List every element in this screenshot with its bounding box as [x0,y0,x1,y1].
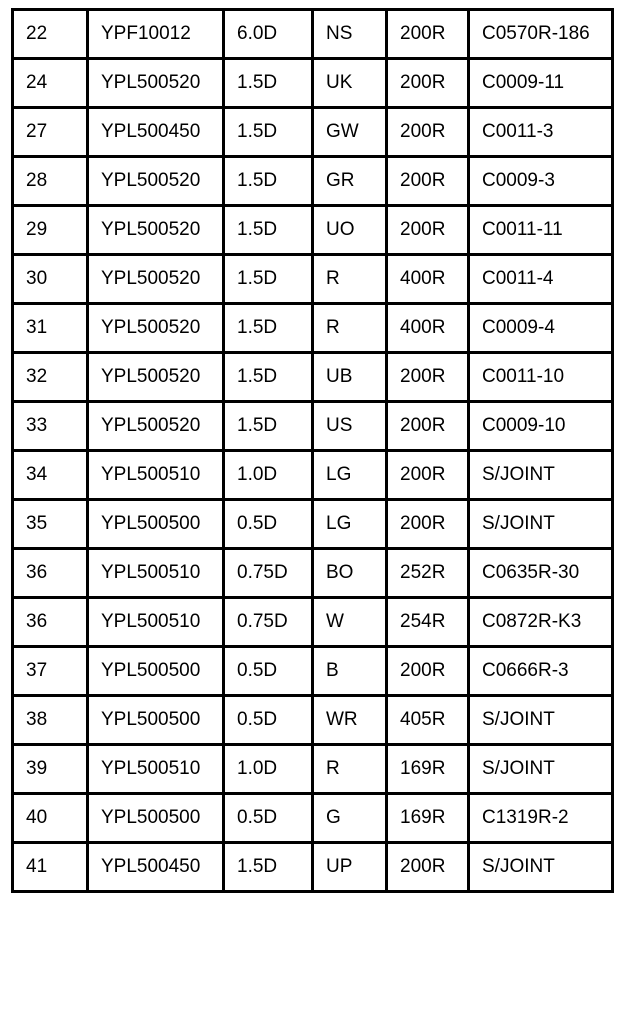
length-cell: 200R [387,402,469,451]
row-number-cell: 22 [13,10,88,59]
length-cell: 200R [387,157,469,206]
length-cell: 200R [387,500,469,549]
table-row [13,10,613,59]
color-code-cell: UO [313,206,387,255]
reference-cell: S/JOINT [469,500,613,549]
table-row [13,304,613,353]
reference-cell: C0009-3 [469,157,613,206]
part-number-cell: YPL500500 [88,500,224,549]
size-cell: 1.0D [224,451,313,500]
reference-cell: C0666R-3 [469,647,613,696]
table-row [13,59,613,108]
reference-cell: S/JOINT [469,843,613,892]
row-number-cell: 32 [13,353,88,402]
reference-cell: C1319R-2 [469,794,613,843]
color-code-cell: B [313,647,387,696]
reference-cell: S/JOINT [469,696,613,745]
row-number-cell: 31 [13,304,88,353]
reference-cell: C0011-3 [469,108,613,157]
color-code-cell: GR [313,157,387,206]
row-number-cell: 33 [13,402,88,451]
reference-cell: C0009-11 [469,59,613,108]
color-code-cell: US [313,402,387,451]
size-cell: 1.5D [224,108,313,157]
row-number-cell: 34 [13,451,88,500]
part-number-cell: YPL500450 [88,108,224,157]
part-number-cell: YPL500520 [88,304,224,353]
row-number-cell: 27 [13,108,88,157]
table-row [13,402,613,451]
table-body [13,10,613,892]
table-row [13,206,613,255]
color-code-cell: R [313,255,387,304]
row-number-cell: 37 [13,647,88,696]
length-cell: 200R [387,59,469,108]
table-row [13,353,613,402]
size-cell: 6.0D [224,10,313,59]
size-cell: 1.5D [224,206,313,255]
reference-cell: C0011-10 [469,353,613,402]
wire-parts-table [11,8,614,893]
size-cell: 0.5D [224,794,313,843]
size-cell: 1.5D [224,402,313,451]
length-cell: 169R [387,745,469,794]
table-row [13,843,613,892]
part-number-cell: YPL500510 [88,549,224,598]
color-code-cell: UP [313,843,387,892]
part-number-cell: YPL500510 [88,745,224,794]
row-number-cell: 40 [13,794,88,843]
reference-cell: C0635R-30 [469,549,613,598]
size-cell: 0.5D [224,696,313,745]
length-cell: 400R [387,304,469,353]
table-row [13,794,613,843]
color-code-cell: UK [313,59,387,108]
part-number-cell: YPL500520 [88,402,224,451]
reference-cell: C0872R-K3 [469,598,613,647]
color-code-cell: G [313,794,387,843]
length-cell: 252R [387,549,469,598]
color-code-cell: LG [313,500,387,549]
row-number-cell: 36 [13,598,88,647]
size-cell: 1.0D [224,745,313,794]
size-cell: 1.5D [224,157,313,206]
size-cell: 1.5D [224,304,313,353]
table-row [13,745,613,794]
length-cell: 400R [387,255,469,304]
reference-cell: C0011-4 [469,255,613,304]
size-cell: 1.5D [224,353,313,402]
reference-cell: C0570R-186 [469,10,613,59]
length-cell: 200R [387,647,469,696]
reference-cell: S/JOINT [469,745,613,794]
size-cell: 0.75D [224,549,313,598]
table-row [13,696,613,745]
size-cell: 0.5D [224,500,313,549]
reference-cell: C0011-11 [469,206,613,255]
size-cell: 1.5D [224,843,313,892]
table-row [13,647,613,696]
table-row [13,500,613,549]
table-row [13,157,613,206]
color-code-cell: LG [313,451,387,500]
part-number-cell: YPL500520 [88,255,224,304]
part-number-cell: YPL500520 [88,157,224,206]
size-cell: 0.75D [224,598,313,647]
color-code-cell: WR [313,696,387,745]
length-cell: 200R [387,843,469,892]
color-code-cell: GW [313,108,387,157]
color-code-cell: BO [313,549,387,598]
table-row [13,451,613,500]
row-number-cell: 28 [13,157,88,206]
color-code-cell: R [313,745,387,794]
reference-cell: C0009-10 [469,402,613,451]
table-row [13,598,613,647]
row-number-cell: 39 [13,745,88,794]
row-number-cell: 38 [13,696,88,745]
length-cell: 200R [387,451,469,500]
row-number-cell: 30 [13,255,88,304]
row-number-cell: 29 [13,206,88,255]
table-row [13,108,613,157]
part-number-cell: YPL500520 [88,206,224,255]
color-code-cell: NS [313,10,387,59]
length-cell: 200R [387,206,469,255]
size-cell: 1.5D [224,255,313,304]
reference-cell: S/JOINT [469,451,613,500]
part-number-cell: YPL500500 [88,794,224,843]
length-cell: 405R [387,696,469,745]
row-number-cell: 36 [13,549,88,598]
length-cell: 169R [387,794,469,843]
part-number-cell: YPL500510 [88,598,224,647]
part-number-cell: YPF10012 [88,10,224,59]
color-code-cell: UB [313,353,387,402]
length-cell: 200R [387,108,469,157]
length-cell: 200R [387,10,469,59]
color-code-cell: W [313,598,387,647]
length-cell: 254R [387,598,469,647]
color-code-cell: R [313,304,387,353]
size-cell: 1.5D [224,59,313,108]
row-number-cell: 24 [13,59,88,108]
row-number-cell: 41 [13,843,88,892]
table-row [13,255,613,304]
part-number-cell: YPL500500 [88,696,224,745]
part-number-cell: YPL500500 [88,647,224,696]
part-number-cell: YPL500520 [88,59,224,108]
size-cell: 0.5D [224,647,313,696]
row-number-cell: 35 [13,500,88,549]
reference-cell: C0009-4 [469,304,613,353]
length-cell: 200R [387,353,469,402]
part-number-cell: YPL500450 [88,843,224,892]
part-number-cell: YPL500510 [88,451,224,500]
table-row [13,549,613,598]
part-number-cell: YPL500520 [88,353,224,402]
